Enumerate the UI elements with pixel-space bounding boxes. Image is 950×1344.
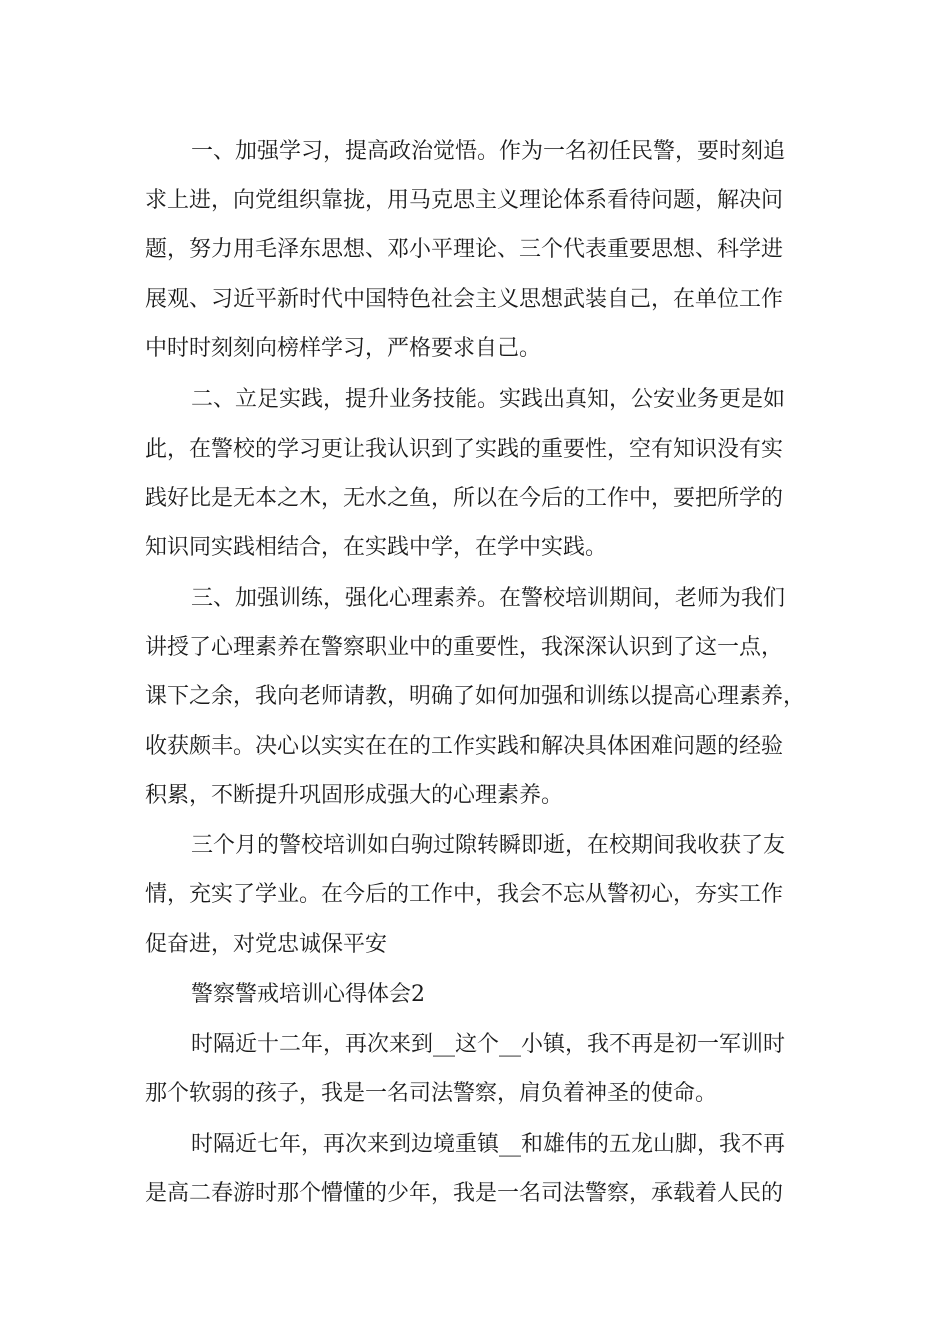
paragraph-2-line-1: 二、立足实践，提升业务技能。实践出真知，公安业务更是如 <box>191 387 786 412</box>
paragraph-1-line-3: 题，努力用毛泽东思想、邓小平理论、三个代表重要思想、科学进 <box>145 237 784 262</box>
paragraph-3-line-2: 讲授了心理素养在警察职业中的重要性，我深深认识到了这一点， <box>145 635 784 660</box>
paragraph-4-line-2: 情，充实了学业。在今后的工作中，我会不忘从警初心，夯实工作 <box>145 882 784 907</box>
paragraph-1-line-5: 中时时刻刻向榜样学习，严格要求自己。 <box>145 336 542 361</box>
paragraph-6-line-1: 时隔近十二年，再次来到__这个__小镇，我不再是初一军训时 <box>191 1032 786 1057</box>
paragraph-2-line-2: 此，在警校的学习更让我认识到了实践的重要性，空有知识没有实 <box>145 437 784 462</box>
paragraph-3-line-1: 三、加强训练，强化心理素养。在警校培训期间，老师为我们 <box>191 586 786 611</box>
paragraph-6-line-2: 那个软弱的孩子，我是一名司法警察，肩负着神圣的使命。 <box>145 1081 718 1106</box>
paragraph-4-line-3: 促奋进，对党忠诚保平安 <box>145 932 388 957</box>
paragraph-4-line-1: 三个月的警校培训如白驹过隙转瞬即逝，在校期间我收获了友 <box>191 833 786 858</box>
paragraph-3-line-3: 课下之余，我向老师请教，明确了如何加强和训练以提高心理素养， <box>145 684 806 709</box>
paragraph-7-line-2: 是高二春游时那个懵懂的少年，我是一名司法警察，承载着人民的 <box>145 1181 784 1206</box>
paragraph-1-line-4: 展观、习近平新时代中国特色社会主义思想武装自己，在单位工作 <box>145 287 784 312</box>
paragraph-2-line-4: 知识同实践相结合，在实践中学，在学中实践。 <box>145 535 608 560</box>
paragraph-3-line-5: 积累，不断提升巩固形成强大的心理素养。 <box>145 783 564 808</box>
paragraph-2-line-3: 践好比是无本之木，无水之鱼，所以在今后的工作中，要把所学的 <box>145 486 784 511</box>
paragraph-3-line-4: 收获颇丰。决心以实实在在的工作实践和解决具体困难问题的经验 <box>145 734 784 759</box>
section-title: 警察警戒培训心得体会2 <box>191 982 425 1007</box>
paragraph-1-line-2: 求上进，向党组织靠拢，用马克思主义理论体系看待问题，解决问 <box>145 188 784 213</box>
paragraph-1-line-1: 一、加强学习，提高政治觉悟。作为一名初任民警，要时刻追 <box>191 139 786 164</box>
paragraph-7-line-1: 时隔近七年，再次来到边境重镇__和雄伟的五龙山脚，我不再 <box>191 1132 786 1157</box>
